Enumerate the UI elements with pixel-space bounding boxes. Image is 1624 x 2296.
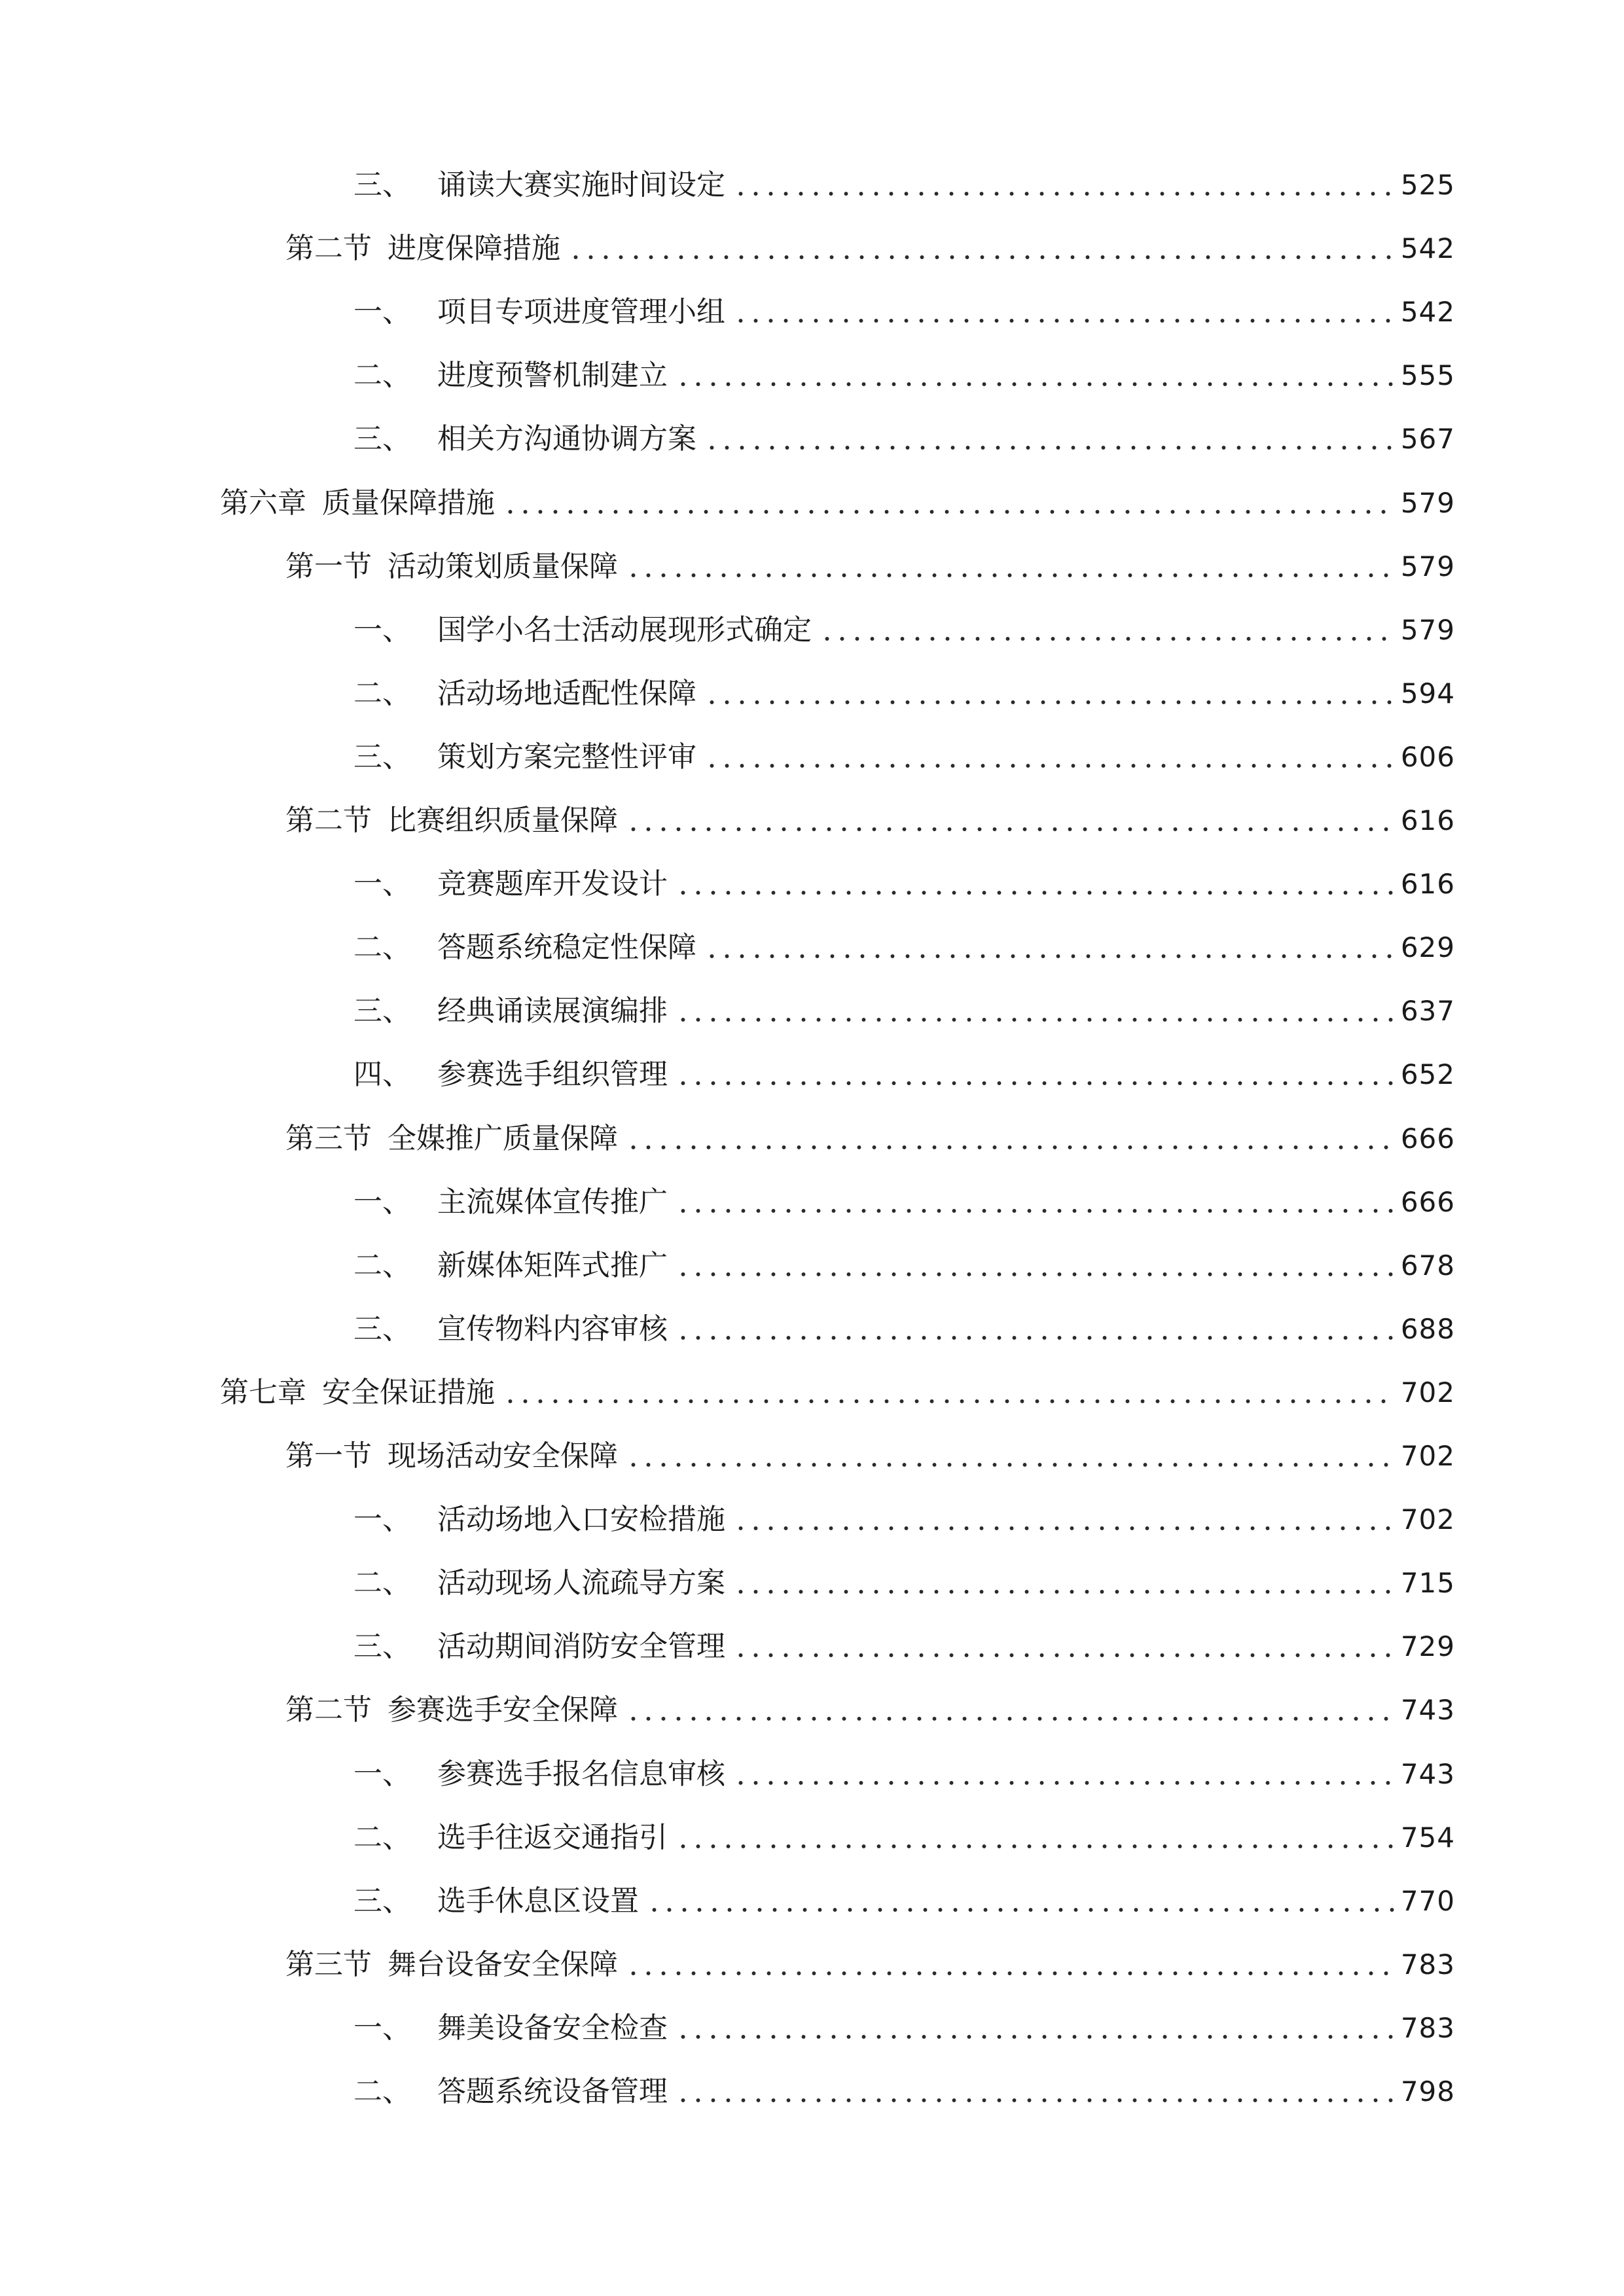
- toc-dot-leader: [733, 191, 1394, 196]
- toc-entry-number: 第六章: [220, 486, 306, 520]
- toc-entry-title: 答题系统设备管理: [437, 2075, 668, 2108]
- toc-entry-page-number: 579: [1400, 486, 1455, 519]
- toc-entry[interactable]: [220, 1358, 1455, 1410]
- toc-entry-title: 参赛选手报名信息审核: [437, 1757, 725, 1791]
- toc-entry-title: 安全保证措施: [322, 1375, 495, 1409]
- toc-dot-leader: [733, 1589, 1394, 1594]
- toc-dot-leader: [676, 1081, 1394, 1086]
- toc-dot-leader: [733, 1780, 1394, 1785]
- toc-dot-leader: [626, 1971, 1394, 1976]
- toc-entry[interactable]: [353, 1485, 1455, 1537]
- toc-entry-page-number: 616: [1400, 804, 1455, 836]
- toc-entry-title: 活动现场人流疏导方案: [437, 1566, 725, 1600]
- toc-entry-title: 答题系统稳定性保障: [437, 931, 696, 965]
- toc-entry-title: 参赛选手安全保障: [388, 1693, 618, 1727]
- toc-dot-leader: [626, 1462, 1394, 1467]
- toc-dot-leader: [676, 1017, 1394, 1022]
- toc-entry-page-number: 594: [1400, 677, 1455, 709]
- toc-entry-number: 二、: [353, 2075, 411, 2108]
- toc-entry[interactable]: [353, 1168, 1455, 1220]
- toc-entry-page-number: 616: [1400, 868, 1455, 901]
- toc-dot-leader: [647, 1907, 1394, 1912]
- toc-entry-page-number: 666: [1400, 1122, 1455, 1155]
- toc-entry-title: 比赛组织质量保障: [388, 804, 618, 837]
- toc-entry-number: 二、: [353, 1820, 411, 1854]
- toc-entry[interactable]: [353, 404, 1455, 457]
- toc-entry-page-number: 666: [1400, 1185, 1455, 1218]
- toc-entry[interactable]: [353, 1740, 1455, 1792]
- toc-entry-title: 宣传物料内容审核: [437, 1312, 668, 1346]
- toc-entry-title: 经典诵读展演编排: [437, 994, 668, 1028]
- toc-entry-title: 选手往返交通指引: [437, 1820, 668, 1854]
- toc-entry-number: 第三节: [285, 1947, 372, 1981]
- toc-entry-title: 国学小名士活动展现形式确定: [437, 613, 812, 647]
- toc-entry-title: 策划方案完整性评审: [437, 740, 696, 774]
- toc-entry[interactable]: [353, 278, 1455, 330]
- toc-dot-leader: [704, 954, 1394, 959]
- toc-entry-page-number: 783: [1400, 1948, 1455, 1981]
- toc-entry-number: 三、: [353, 1312, 411, 1346]
- toc-entry-title: 舞台设备安全保障: [388, 1947, 618, 1981]
- toc-entry-page-number: 702: [1400, 1376, 1455, 1408]
- toc-entry-page-number: 579: [1400, 613, 1455, 646]
- toc-entry-page-number: 702: [1400, 1440, 1455, 1472]
- toc-entry-title: 项目专项进度管理小组: [437, 295, 725, 329]
- toc-entry-number: 二、: [353, 1566, 411, 1600]
- toc-dot-leader: [676, 1272, 1394, 1277]
- toc-entry-number: 第七章: [220, 1375, 306, 1409]
- toc-entry-number: 二、: [353, 359, 411, 393]
- toc-entry-title: 活动策划质量保障: [388, 549, 618, 583]
- toc-dot-leader: [676, 2098, 1394, 2103]
- toc-entry-page-number: 743: [1400, 1694, 1455, 1727]
- toc-dot-leader: [676, 382, 1394, 387]
- toc-entry-page-number: 579: [1400, 550, 1455, 583]
- toc-entry[interactable]: [353, 1549, 1455, 1601]
- toc-entry-number: 一、: [353, 295, 411, 329]
- toc-dot-leader: [568, 255, 1394, 260]
- toc-entry-number: 二、: [353, 676, 411, 710]
- toc-entry-title: 相关方沟通协调方案: [437, 422, 696, 456]
- toc-entry-number: 第二节: [285, 1693, 372, 1727]
- toc-entry-page-number: 688: [1400, 1312, 1455, 1345]
- toc-entry-number: 三、: [353, 1630, 411, 1664]
- toc-entry-page-number: 555: [1400, 359, 1455, 392]
- toc-entry-title: 全媒推广质量保障: [388, 1121, 618, 1155]
- toc-entry-page-number: 542: [1400, 296, 1455, 329]
- toc-dot-leader: [733, 318, 1394, 323]
- toc-entry-title: 主流媒体宣传推广: [437, 1185, 668, 1219]
- toc-entry-page-number: 652: [1400, 1058, 1455, 1091]
- toc-dot-leader: [676, 1208, 1394, 1213]
- toc-dot-leader: [704, 763, 1394, 768]
- toc-entry[interactable]: [353, 1612, 1455, 1664]
- toc-entry-page-number: 678: [1400, 1249, 1455, 1282]
- toc-dot-leader: [733, 1526, 1394, 1531]
- toc-entry-title: 进度预警机制建立: [437, 359, 668, 393]
- toc-entry[interactable]: [353, 1231, 1455, 1283]
- toc-entry-number: 第一节: [285, 1439, 372, 1473]
- toc-dot-leader: [626, 573, 1394, 578]
- toc-entry-page-number: 629: [1400, 931, 1455, 964]
- toc-entry[interactable]: [285, 532, 1455, 584]
- toc-entry-page-number: 754: [1400, 1821, 1455, 1854]
- toc-entry[interactable]: [285, 786, 1455, 838]
- toc-dot-leader: [626, 1716, 1394, 1721]
- toc-entry[interactable]: [353, 1867, 1455, 1919]
- toc-entry[interactable]: [353, 1295, 1455, 1347]
- toc-entry[interactable]: [353, 1803, 1455, 1856]
- toc-dot-leader: [503, 509, 1394, 514]
- toc-entry-number: 一、: [353, 1185, 411, 1219]
- toc-entry[interactable]: [353, 659, 1455, 711]
- toc-entry-title: 现场活动安全保障: [388, 1439, 618, 1473]
- toc-entry-page-number: 702: [1400, 1503, 1455, 1536]
- toc-entry-title: 活动场地入口安检措施: [437, 1503, 725, 1537]
- toc-dot-leader: [676, 1844, 1394, 1849]
- toc-entry-page-number: 606: [1400, 740, 1455, 773]
- toc-dot-leader: [626, 827, 1394, 832]
- toc-entry-page-number: 743: [1400, 1757, 1455, 1790]
- toc-entry-page-number: 798: [1400, 2075, 1455, 2108]
- toc-entry-page-number: 542: [1400, 232, 1455, 265]
- toc-entry-number: 三、: [353, 422, 411, 456]
- toc-entry[interactable]: [353, 723, 1455, 775]
- toc-entry-page-number: 637: [1400, 995, 1455, 1028]
- toc-entry-number: 第二节: [285, 804, 372, 837]
- toc-entry-number: 一、: [353, 867, 411, 901]
- toc-entry[interactable]: [220, 469, 1455, 521]
- toc-entry[interactable]: [285, 1104, 1455, 1157]
- toc-entry-title: 活动期间消防安全管理: [437, 1630, 725, 1664]
- toc-dot-leader: [820, 636, 1394, 641]
- toc-entry-number: 三、: [353, 740, 411, 774]
- toc-entry-number: 三、: [353, 994, 411, 1028]
- toc-entry[interactable]: [353, 977, 1455, 1029]
- toc-entry-title: 活动场地适配性保障: [437, 676, 696, 710]
- toc-entry-number: 四、: [353, 1058, 411, 1092]
- toc-entry-title: 进度保障措施: [388, 232, 560, 266]
- toc-entry[interactable]: [285, 214, 1455, 266]
- toc-entry-page-number: 783: [1400, 2011, 1455, 2044]
- toc-entry-number: 第二节: [285, 232, 372, 266]
- toc-entry-title: 质量保障措施: [322, 486, 495, 520]
- toc-dot-leader: [676, 890, 1394, 895]
- toc-entry[interactable]: [353, 850, 1455, 902]
- toc-entry-number: 三、: [353, 1884, 411, 1918]
- toc-entry-page-number: 525: [1400, 169, 1455, 201]
- toc-entry[interactable]: [353, 341, 1455, 393]
- toc-dot-leader: [503, 1399, 1394, 1404]
- toc-entry[interactable]: [353, 913, 1455, 965]
- toc-entry-number: 一、: [353, 613, 411, 647]
- toc-entry-number: 一、: [353, 1503, 411, 1537]
- toc-dot-leader: [676, 2034, 1394, 2039]
- toc-dot-leader: [704, 445, 1394, 450]
- toc-entry-title: 舞美设备安全检查: [437, 2011, 668, 2045]
- toc-entry-title: 竞赛题库开发设计: [437, 867, 668, 901]
- toc-entry[interactable]: [285, 1676, 1455, 1728]
- toc-entry-title: 新媒体矩阵式推广: [437, 1248, 668, 1282]
- toc-entry-page-number: 715: [1400, 1567, 1455, 1600]
- toc-entry[interactable]: [353, 151, 1455, 203]
- toc-entry-number: 一、: [353, 1757, 411, 1791]
- toc-entry-number: 一、: [353, 2011, 411, 2045]
- toc-entry-page-number: 729: [1400, 1630, 1455, 1663]
- toc-entry-title: 参赛选手组织管理: [437, 1058, 668, 1092]
- toc-entry-page-number: 567: [1400, 423, 1455, 456]
- toc-entry[interactable]: [353, 1994, 1455, 2046]
- toc-entry[interactable]: [353, 1040, 1455, 1092]
- toc-entry-number: 二、: [353, 1248, 411, 1282]
- toc-entry-title: 选手休息区设置: [437, 1884, 639, 1918]
- toc-entry[interactable]: [353, 596, 1455, 648]
- toc-entry-number: 二、: [353, 931, 411, 965]
- toc-dot-leader: [676, 1335, 1394, 1340]
- toc-entry[interactable]: [285, 1422, 1455, 1474]
- toc-dot-leader: [704, 700, 1394, 705]
- toc-entry[interactable]: [353, 2057, 1455, 2109]
- toc-entry[interactable]: [285, 1930, 1455, 1982]
- toc-dot-leader: [733, 1653, 1394, 1658]
- toc-entry-number: 第一节: [285, 549, 372, 583]
- toc-dot-leader: [626, 1145, 1394, 1150]
- toc-entry-number: 第三节: [285, 1121, 372, 1155]
- toc-entry-number: 三、: [353, 168, 411, 202]
- toc-entry-page-number: 770: [1400, 1884, 1455, 1917]
- toc-entry-title: 诵读大赛实施时间设定: [437, 168, 725, 202]
